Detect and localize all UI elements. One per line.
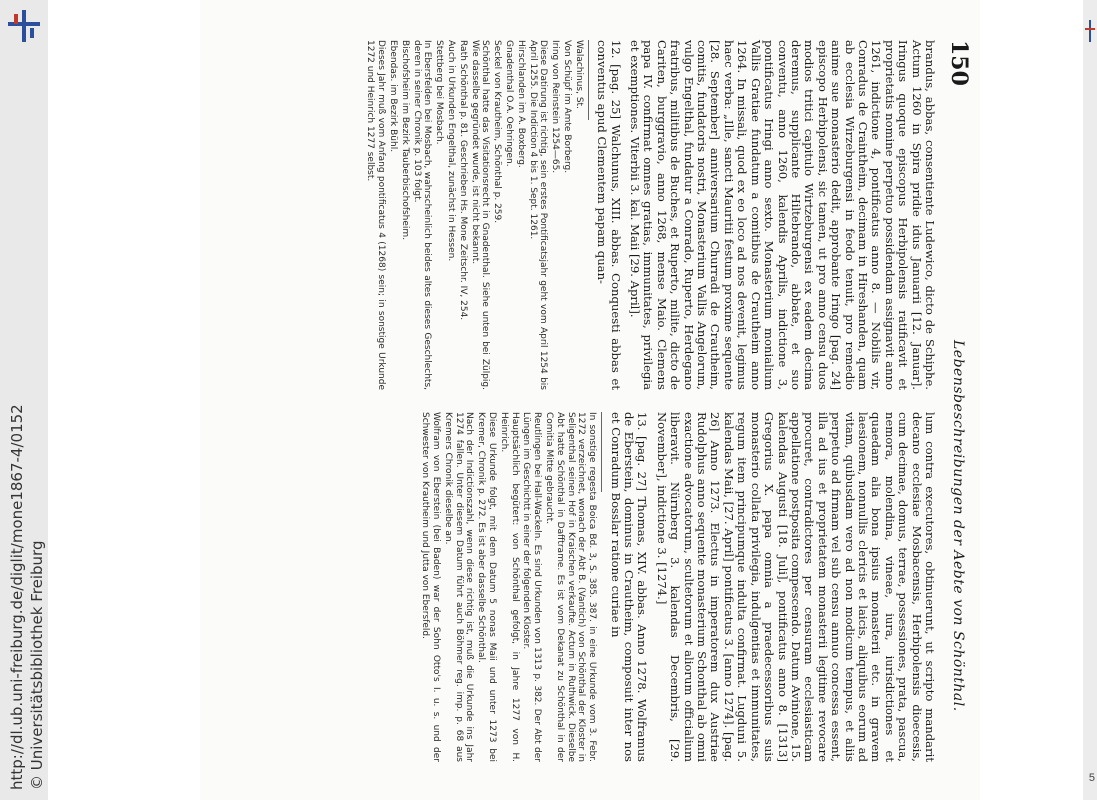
footnote: Ebendas. im Bezirk Bühl.: [388, 40, 399, 153]
running-head: [942, 40, 972, 760]
footnote: Diese Datirung ist richtig, sein erstes Pontificatsjahr geht vom April 1254 bis April 1255. Die Indiction 4 bis 1. Sept. 1261.: [527, 40, 549, 390]
footnote: Reutlingen bei Hall-Wackeln. Es sind Urkunden von 1313 p. 382. Der Abt der Lüngen im Geschichtt in einer der folgenden Kloster.: [521, 412, 543, 762]
viewer-side-caption: [0, 0, 60, 800]
footnote: Diese Urkunde folgt, mit dem Datum 5 nonas Maii und unter 1273 bei Kremer, Chronik p. 272. Es ist aber dasselbe Schönthal.: [476, 412, 498, 762]
left-column-text-2: 12. [pag. 25] Walchunus, XIII. abbas. Conquesti abbas et conventus apud Clementem papam quan-: [595, 40, 623, 390]
footnote-divider: [588, 40, 589, 120]
viewer-right-bar: [1083, 0, 1097, 800]
footnote: Hirschlanden im A. Boxberg.: [515, 40, 526, 168]
right-column-text: lum contra executores, obtinuerunt, ut scripto mandarit decano ecclesiae Mosbacensis, Herbipolensis dioecesis, cum decimae, domus, terrae, possessiones, prata, pascua, nemora, molendina, vineae, iura, iurisdictiones et quaedam alia bona ipsius monasterii etc. in gravem laesionem, nonnullis clericis et laicis, aliquibus eorum ad vitam, quibusdam vero ad non modicum tempus, et aliis perpetuo ad firmam vel sub censu annuo concessa essent, illa ad ius et proprietatem monasterii legitime revocare procuret, contradictores per censuram ecclesiasticam appellatione postposita compescendo. Datum Avinione, 15. kalendas Augusti [18. Juli], pontificatus anno 8. [1313] Gregorius X. papa omnia a praedecessoribus suis monasterio collata privilegia, indulgentias et immunitates, regum item principumque indulta confirmat. Lugduni 5. kalendas Maii, [27. April] pontificatus 3. [anno 1274]. [pag. 26] Anno 1273. Electus in imperatorem dux Austriae Rudolphus anno sequente monasterium Schonthal ab omni exactione advocatorum, scultetorum et aliorum officialium liberavit. Nürnberg 3. kalendas Decembris, [29. November], indictione 3. [1274.]: [654, 412, 937, 762]
footnote: Von Schüpf im Amte Borberg.: [562, 40, 573, 174]
copyright-text: © Universitätsbibliothek Freiburg: [28, 540, 46, 790]
footnote: Hauptsächlich begütert: von Schönthal gefolgt, in Jahre 1277 von H. Heinrich.: [498, 412, 520, 762]
footnote: Stettberg bei Mosbach.: [434, 40, 445, 145]
footnote: Gnadenthal O.A. Oehringen.: [504, 40, 515, 167]
running-head-title: Lebensbeschreibungen der Aebte von Schönthal.: [950, 340, 966, 712]
footnote: Wolfram von Eberstein (bei Baden) war der Sohn Otto's I. u. s. und der Schwester von Krautheim und Jutta von Ebersfeld.: [420, 412, 442, 762]
permalink-text[interactable]: http://dl.ub.uni-freiburg.de/diglit/mone1867-4/0152: [8, 404, 26, 790]
page-number: 150: [946, 40, 972, 86]
library-mark-icon: [1085, 20, 1095, 42]
scanned-page: [200, 0, 980, 800]
page-side-number: 5: [1088, 772, 1095, 784]
footnote: In sonstige regesta Boica Bd. 3, S. 385. 387. in eine Urkunde vom 3. Febr. 1272 verzeichnet, wonach der Abt B. (Vantich) von Schönthal der Kloster in Seligenthal seinen Hof in Kraischen verkaufte. Actum in Ruthwick. Dieselbe Abt hatte Schönthal in Dafftrame. Es ist vom Dekanat zu Schönthal in der Comitia Mitte gebraucht.: [544, 412, 598, 762]
left-column: [364, 40, 936, 390]
footnote: Schönthal hatte das Visitationsrecht in Gnadenthal. Siehe unten bei Zülpig. Wie dasselbe gegründet wurde, ist nicht bekannt.: [469, 40, 491, 390]
footnote: In Ebersfelden bei Mosbach, wahrscheinlich beides altes dieses Geschlechts, deren in seiner Chronik p. 103 folgt.: [411, 40, 433, 390]
footnote: Rath Schönthal p. 81. Geschrieben Hs. Mone Zeitschr. IV, 254.: [457, 40, 468, 321]
footnote: Dieses Jahr muß vom Anfang pontificatus 4 (1268) sein; in sonstige Urkunde 1272 und Heinrich 1277 selbst.: [365, 40, 387, 390]
footnote: Iring von Reinstein 1254—65.: [550, 40, 561, 174]
footnote: Bischofsheim im Bezirk Tauberbischofsheim.: [399, 40, 410, 241]
footnote: Auch in Urkunden Engelthal, zunächst in Hessen.: [446, 40, 457, 262]
right-footnotes: [420, 412, 598, 762]
right-column-text-2: 13. [pag. 27] Thomas, XIV. abbas. Anno 1278. Wolframus de Eberstein, dominus in Crautheim, composuit inter nos et Conradum Bosslar ratione curiae in: [608, 412, 650, 762]
footnote: Seckel von Krautheim, Schönthal p. 259.: [492, 40, 503, 224]
footnote: Nach der Indictionszahl, wenn diese richtig ist, muß die Urkunde ins Jahr 1274 fallen. Unter diesem Datum führt auch Böhmer reg. imp. p. 68 aus Kremers Chronik dieselbe an.: [442, 412, 475, 762]
right-column: [419, 412, 937, 762]
footnote: Walachinus, St.: [573, 40, 584, 109]
footnote-divider: [601, 412, 602, 492]
left-column-text: brandus, abbas, consentiente Ludewico, dicto de Schiphe. Actum 1260 in Spira pridie idus Januarii [12. Januar]. Iringus quoque episcopus Herbipolensis ratificavit et proprietatis nomine perpetuo possidendam assignavit anno 1261, indictione 4, pontificatus anno 8. — Nobilis vir, Conradus de Craintheim, decimam in Hireshanden, quam ab ecclesia Wirzeburgensi in feodo tenuit, pro remedio anime sue monasterio dedit, approbante Iringo [pag. 24] episcopo Herbipolensi, sic tamen, ut pro anno censu duos modios tritici capitulo Wirtzeburgensi ex eadem decima deremus, supplicante Hiltebrando, abbate, et suo conventu, anno 1260, kalendis Aprilis, indictione 3, pontificatus Iringi anno sexto. Monasterium monialium Vallis Gratiae fundatum a comitibus de Crautheim anno 1264. In missali, quod ex eo loco ad nos devenit, legimus haec verba: „Ille, sancti Mauritii festum proxime sequente [28. September] anniversarium Churradi de Crautheim, comitis, fundatoris nostri, Monasterium Vallis Angelorum, vulgo Engelthal, fundatur a Conrado, Ruperto, Herdegano fratribus, militibus de Buches, et Ruperto, milite, dicto de Cariten, burggravio, anno 1268, mense Maio. Clemens papa IV. confirmat omnes gratias, immunitates, privilegia et exemptiones. Viterbii 3. kal. Maii [29. April].: [628, 40, 937, 390]
left-footnotes: [365, 40, 584, 390]
